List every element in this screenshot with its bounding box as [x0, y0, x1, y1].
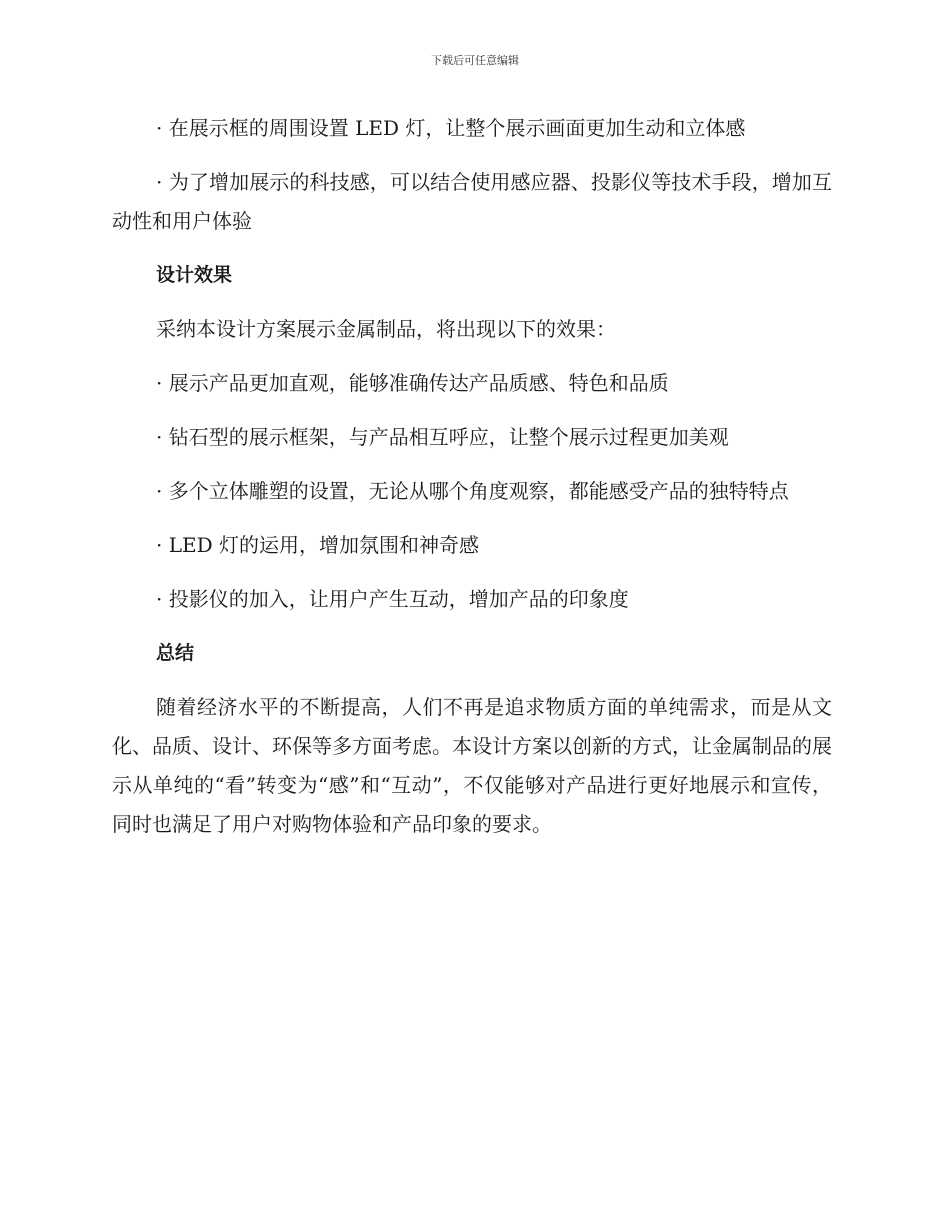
effect-item: · 多个立体雕塑的设置，无论从哪个角度观察，都能感受产品的独特特点	[156, 479, 789, 503]
document-body	[112, 109, 832, 844]
section-heading-summary: 总结	[156, 642, 195, 664]
section-heading-effect: 设计效果	[156, 264, 233, 286]
effect-item: · 展示产品更加直观，能够准确传达产品质感、特色和品质	[156, 371, 669, 395]
bullet-tech-interaction: · 为了增加展示的科技感，可以结合使用感应器、投影仪等技术手段，增加互动性和用户体验	[112, 170, 832, 233]
effect-item: · 钻石型的展示框架，与产品相互呼应，让整个展示过程更加美观	[156, 425, 729, 449]
effect-item: · LED 灯的运用，增加氛围和神奇感	[156, 533, 479, 557]
effect-item: · 投影仪的加入，让用户产生互动，增加产品的印象度	[156, 587, 629, 611]
effect-intro: 采纳本设计方案展示金属制品，将出现以下的效果：	[156, 317, 616, 341]
page-header: 下载后可任意编辑	[431, 54, 519, 67]
summary-paragraph: 随着经济水平的不断提高，人们不再是追求物质方面的单纯需求，而是从文化、品质、设计、环保等多方面考虑。本设计方案以创新的方式，让金属制品的展示从单纯的“看”转变为“感”和“互动”，不仅能够对产品进行更好地展示和宣传，同时也满足了用户对购物体验和产品印象的要求。	[112, 695, 832, 836]
bullet-led-lights: · 在展示框的周围设置 LED 灯，让整个展示画面更加生动和立体感	[156, 116, 746, 140]
